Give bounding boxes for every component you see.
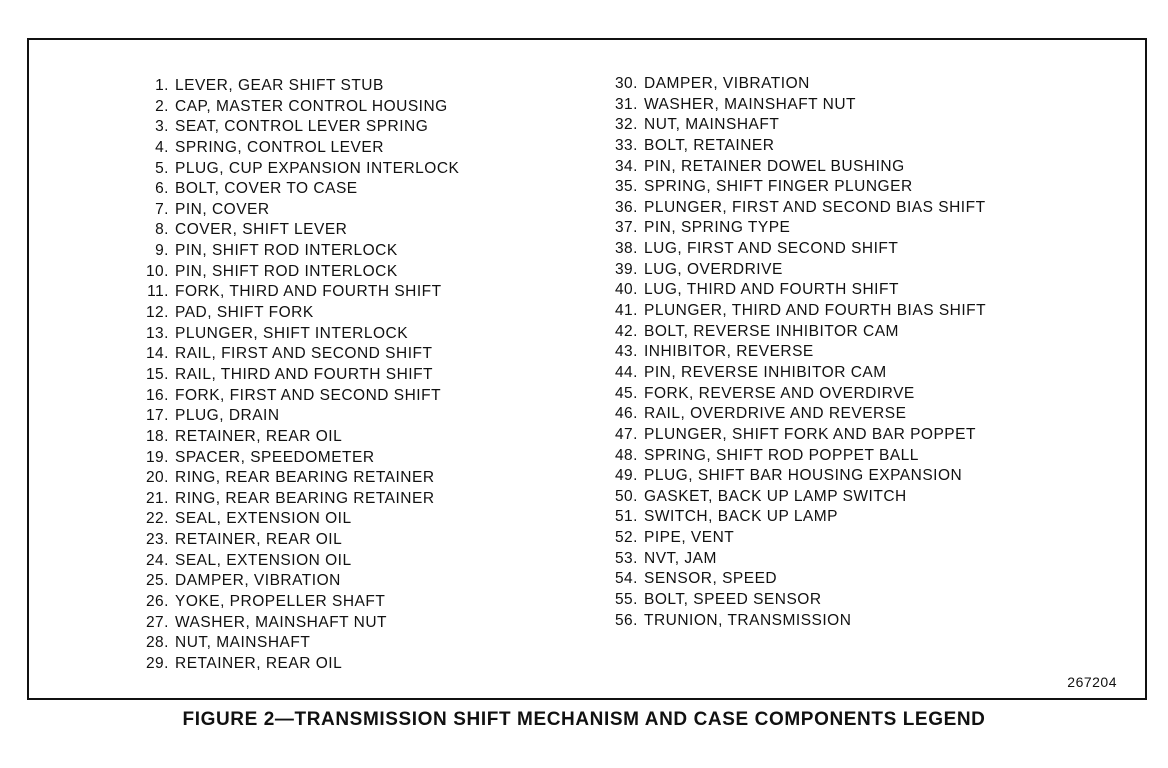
legend-item (133, 613, 593, 634)
legend-item (602, 590, 1122, 611)
legend-item-text: PLUG, DRAIN (175, 407, 280, 425)
legend-item (133, 406, 593, 427)
legend-item-number: 24. (145, 551, 169, 569)
legend-item-text: PIN, SHIFT ROD INTERLOCK (175, 262, 398, 280)
legend-item (602, 611, 1122, 632)
legend-item-text: BOLT, SPEED SENSOR (644, 591, 822, 609)
legend-item-number: 22. (145, 510, 169, 528)
legend-item-text: SEAL, EXTENSION OIL (175, 510, 352, 528)
legend-item-number: 8. (155, 221, 169, 239)
legend-item-text: PLUNGER, THIRD AND FOURTH BIAS SHIFT (644, 302, 987, 320)
legend-item-text: FORK, FIRST AND SECOND SHIFT (175, 386, 442, 404)
legend-item-text: PIN, REVERSE INHIBITOR CAM (644, 363, 887, 381)
legend-item-number: 44. (614, 363, 638, 381)
legend-item (602, 363, 1122, 384)
legend-item-number: 37. (614, 219, 638, 237)
legend-item (602, 466, 1122, 487)
legend-item (133, 200, 593, 221)
legend-item-number: 42. (614, 322, 638, 340)
legend-item (133, 117, 593, 138)
legend-item-text: COVER, SHIFT LEVER (175, 221, 348, 239)
legend-item-number: 13. (145, 324, 169, 342)
legend-item-text: PIPE, VENT (644, 529, 735, 547)
legend-item-number: 51. (614, 508, 638, 526)
legend-item-number: 23. (145, 531, 169, 549)
legend-item-text: NUT, MAINSHAFT (644, 116, 780, 134)
legend-item-text: RAIL, OVERDRIVE AND REVERSE (644, 405, 907, 423)
legend-item-number: 34. (614, 157, 638, 175)
legend-item-text: SPRING, SHIFT ROD POPPET BALL (644, 446, 919, 464)
legend-item (602, 425, 1122, 446)
legend-item-number: 18. (145, 427, 169, 445)
legend-item (133, 262, 593, 283)
legend-item-text: SPRING, CONTROL LEVER (175, 138, 384, 156)
legend-item-text: INHIBITOR, REVERSE (644, 343, 814, 361)
legend-item-number: 38. (614, 240, 638, 258)
legend-item-text: DAMPER, VIBRATION (644, 75, 810, 92)
figure-caption: FIGURE 2—TRANSMISSION SHIFT MECHANISM AND CASE COMPONENTS LEGEND (182, 709, 986, 730)
legend-item-text: WASHER, MAINSHAFT NUT (175, 613, 388, 631)
legend-item-text: GASKET, BACK UP LAMP SWITCH (644, 487, 907, 505)
legend-item-number: 49. (614, 467, 638, 485)
legend-item (602, 115, 1122, 136)
legend-item-number: 30. (614, 75, 638, 92)
legend-item-text: WASHER, MAINSHAFT NUT (644, 95, 857, 113)
legend-item-number: 53. (614, 549, 638, 567)
legend-item-number: 43. (614, 343, 638, 361)
legend-item-number: 32. (614, 116, 638, 134)
legend-item (133, 138, 593, 159)
legend-item (133, 365, 593, 386)
legend-item (602, 487, 1122, 508)
legend-item-number: 12. (145, 304, 169, 322)
legend-item (133, 179, 593, 200)
legend-item-text: FORK, REVERSE AND OVERDIRVE (644, 384, 915, 402)
legend-item-number: 16. (145, 386, 169, 404)
legend-item (133, 97, 593, 118)
legend-item-number: 26. (145, 593, 169, 611)
legend-item (133, 530, 593, 551)
legend-item-number: 4. (155, 138, 169, 156)
legend-item (602, 136, 1122, 157)
reference-number: 267204 (1067, 674, 1117, 690)
legend-item (133, 344, 593, 365)
legend-item-text: LEVER, GEAR SHIFT STUB (175, 77, 384, 94)
legend-item (133, 427, 593, 448)
legend-item-number: 3. (155, 118, 169, 136)
legend-item-text: SWITCH, BACK UP LAMP (644, 508, 839, 526)
legend-item (133, 654, 593, 675)
legend-item-number: 33. (614, 136, 638, 154)
legend-item-text: PIN, SPRING TYPE (644, 219, 791, 237)
legend-item (602, 301, 1122, 322)
legend-column-right (602, 74, 1122, 631)
legend-item-text: RING, REAR BEARING RETAINER (175, 469, 435, 487)
legend-item-text: RETAINER, REAR OIL (175, 427, 343, 445)
legend-item (602, 157, 1122, 178)
legend-item-text: DAMPER, VIBRATION (175, 572, 341, 590)
legend-item-text: SENSOR, SPEED (644, 570, 778, 588)
legend-item-text: PIN, SHIFT ROD INTERLOCK (175, 242, 398, 260)
legend-item-text: SPRING, SHIFT FINGER PLUNGER (644, 178, 913, 196)
legend-item (602, 384, 1122, 405)
legend-item-number: 29. (145, 654, 169, 672)
legend-item-text: SEAL, EXTENSION OIL (175, 551, 352, 569)
legend-item-number: 46. (614, 405, 638, 423)
legend-item-number: 47. (614, 425, 638, 443)
legend-item-text: SEAT, CONTROL LEVER SPRING (175, 118, 429, 136)
legend-item-number: 14. (145, 345, 169, 363)
legend-item (602, 280, 1122, 301)
legend-item-number: 11. (147, 283, 169, 301)
legend-item-number: 6. (155, 180, 169, 198)
legend-item (133, 509, 593, 530)
legend-item-text: FORK, THIRD AND FOURTH SHIFT (175, 283, 442, 301)
legend-item-number: 41. (614, 302, 638, 320)
legend-item-number: 39. (614, 260, 638, 278)
legend-item (602, 218, 1122, 239)
legend-item (133, 386, 593, 407)
legend-item-number: 45. (614, 384, 638, 402)
legend-item (602, 507, 1122, 528)
legend-item-number: 36. (614, 198, 638, 216)
legend-item (602, 342, 1122, 363)
legend-item-text: BOLT, REVERSE INHIBITOR CAM (644, 322, 899, 340)
legend-item-text: BOLT, RETAINER (644, 136, 775, 154)
legend-item (602, 177, 1122, 198)
legend-item-text: RAIL, THIRD AND FOURTH SHIFT (175, 365, 434, 383)
legend-item-number: 54. (614, 570, 638, 588)
legend-item (133, 468, 593, 489)
legend-item-number: 17. (145, 407, 169, 425)
legend-item (133, 241, 593, 262)
legend-item (602, 569, 1122, 590)
legend-item (602, 322, 1122, 343)
legend-item (602, 198, 1122, 219)
legend-item (133, 324, 593, 345)
legend-item-text: RETAINER, REAR OIL (175, 531, 343, 549)
legend-item-text: LUG, OVERDRIVE (644, 260, 783, 278)
legend-item-number: 19. (145, 448, 169, 466)
legend-item-text: LUG, THIRD AND FOURTH SHIFT (644, 281, 899, 299)
legend-item-text: RETAINER, REAR OIL (175, 654, 343, 672)
legend-item-number: 55. (614, 591, 638, 609)
legend-item (133, 592, 593, 613)
legend-item-text: PLUNGER, SHIFT INTERLOCK (175, 324, 409, 342)
legend-item-text: RING, REAR BEARING RETAINER (175, 489, 435, 507)
legend-item-number: 31. (614, 95, 638, 113)
legend-item-text: PAD, SHIFT FORK (175, 304, 314, 322)
legend-column-left (133, 76, 593, 675)
legend-item (602, 446, 1122, 467)
legend-item (602, 549, 1122, 570)
legend-item-text: RAIL, FIRST AND SECOND SHIFT (175, 345, 433, 363)
legend-item-number: 25. (145, 572, 169, 590)
legend-item-text: PLUG, SHIFT BAR HOUSING EXPANSION (644, 467, 963, 485)
legend-item (133, 220, 593, 241)
legend-item-text: PIN, COVER (175, 200, 270, 218)
legend-box (27, 38, 1147, 700)
legend-item-number: 56. (614, 611, 638, 629)
legend-item (133, 551, 593, 572)
legend-item (133, 633, 593, 654)
legend-item-number: 28. (145, 634, 169, 652)
legend-item (133, 282, 593, 303)
legend-item-number: 21. (145, 489, 169, 507)
legend-item-number: 1. (155, 77, 169, 94)
legend-item (602, 260, 1122, 281)
legend-item (133, 448, 593, 469)
legend-item (133, 571, 593, 592)
legend-item-number: 52. (614, 529, 638, 547)
legend-item-number: 20. (145, 469, 169, 487)
legend-item-text: NVT, JAM (644, 549, 717, 567)
legend-item-number: 48. (614, 446, 638, 464)
legend-item-number: 10. (145, 262, 169, 280)
legend-item-number: 50. (614, 487, 638, 505)
legend-item-number: 27. (145, 613, 169, 631)
legend-item-number: 40. (614, 281, 638, 299)
legend-item-text: YOKE, PROPELLER SHAFT (175, 593, 386, 611)
legend-item-text: NUT, MAINSHAFT (175, 634, 311, 652)
legend-item-number: 15. (145, 365, 169, 383)
legend-item (602, 239, 1122, 260)
legend-item-number: 5. (155, 159, 169, 177)
legend-item-number: 7. (155, 200, 169, 218)
legend-item-text: PLUNGER, SHIFT FORK AND BAR POPPET (644, 425, 976, 443)
legend-item-text: SPACER, SPEEDOMETER (175, 448, 375, 466)
legend-item (133, 76, 593, 97)
legend-item-text: PIN, RETAINER DOWEL BUSHING (644, 157, 905, 175)
legend-item-number: 9. (155, 242, 169, 260)
legend-item-number: 35. (614, 178, 638, 196)
legend-item (133, 159, 593, 180)
legend-item (133, 303, 593, 324)
legend-item-text: LUG, FIRST AND SECOND SHIFT (644, 240, 899, 258)
legend-item-text: TRUNION, TRANSMISSION (644, 611, 852, 629)
legend-item (602, 74, 1122, 95)
legend-item-text: PLUNGER, FIRST AND SECOND BIAS SHIFT (644, 198, 986, 216)
legend-item-text: CAP, MASTER CONTROL HOUSING (175, 97, 448, 115)
legend-item (602, 95, 1122, 116)
legend-item-text: PLUG, CUP EXPANSION INTERLOCK (175, 159, 460, 177)
legend-item-number: 2. (155, 97, 169, 115)
legend-item-text: BOLT, COVER TO CASE (175, 180, 358, 198)
legend-item (133, 489, 593, 510)
legend-item (602, 404, 1122, 425)
legend-item (602, 528, 1122, 549)
